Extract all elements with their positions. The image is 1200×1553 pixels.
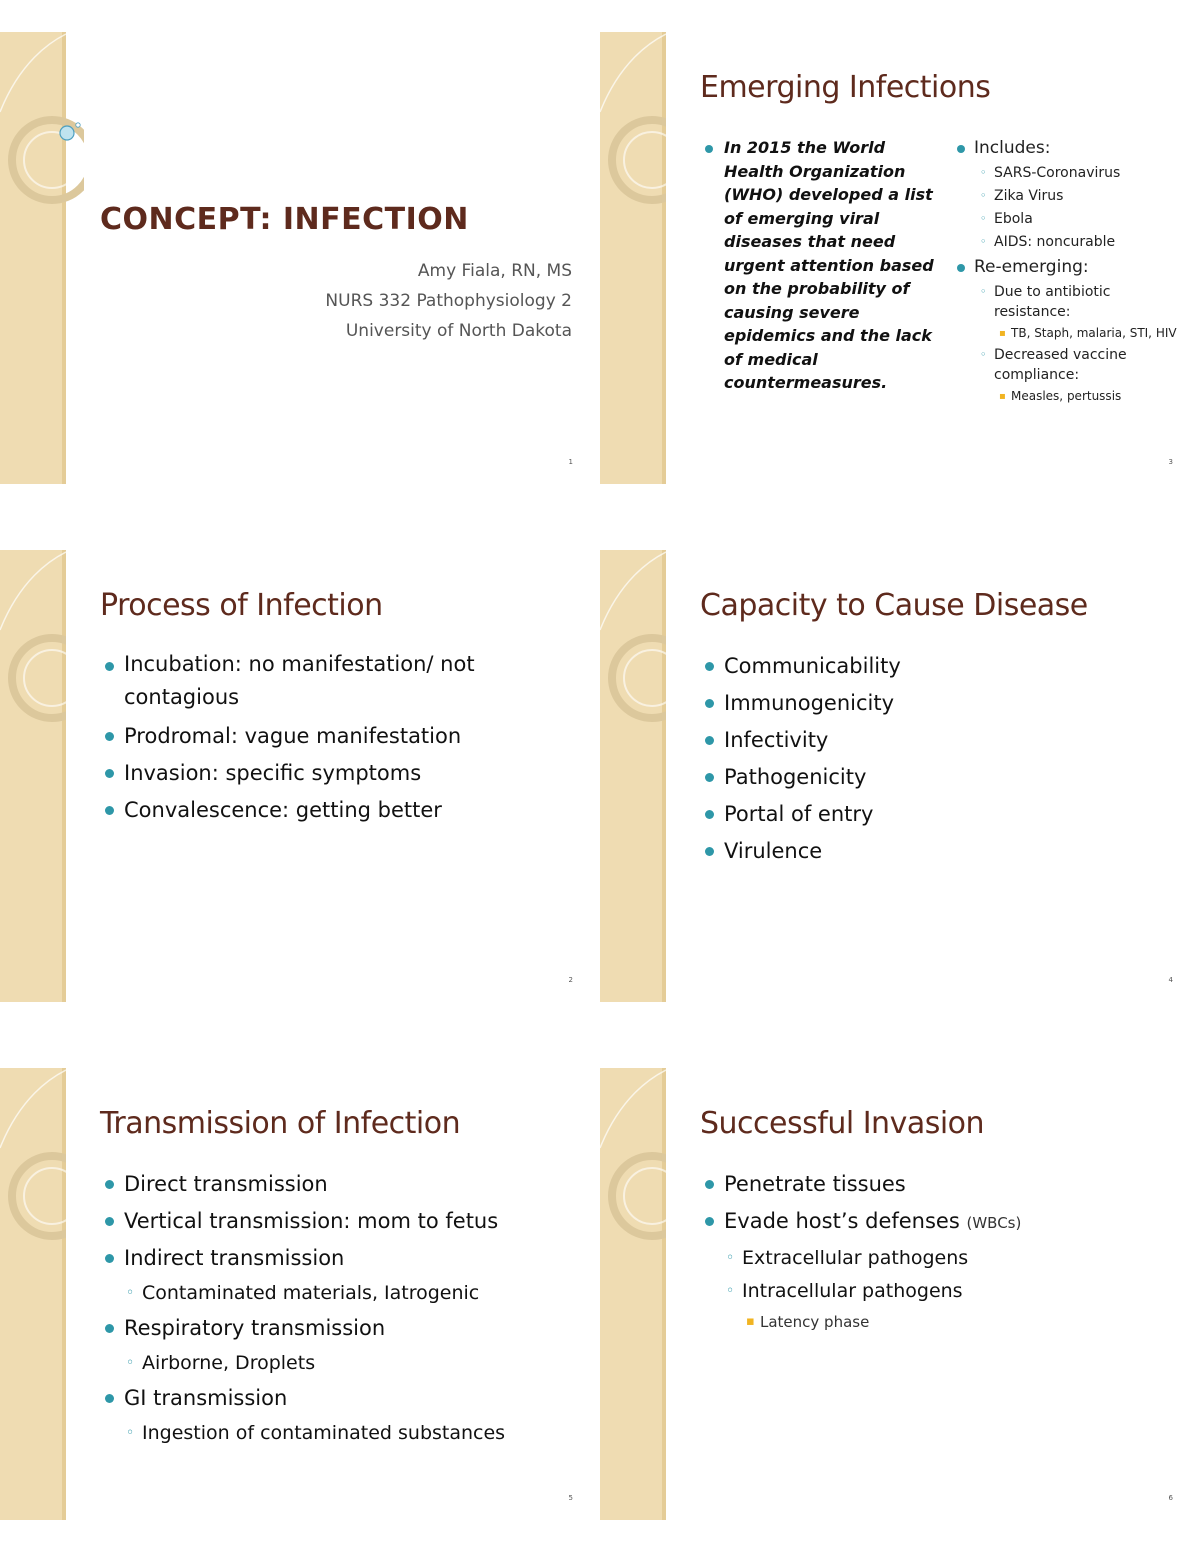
list-item: Pathogenicity bbox=[704, 759, 1174, 796]
slide-1 bbox=[0, 32, 580, 484]
antibiotic-examples: ▪ TB, Staph, malaria, STI, HIV bbox=[956, 325, 1180, 342]
slide-number: 6 bbox=[1168, 1494, 1173, 1502]
slide-number: 5 bbox=[568, 1494, 573, 1502]
sub-list-item: ◦ Ingestion of contaminated substances bbox=[104, 1417, 574, 1450]
list-item: Virulence bbox=[704, 833, 1174, 870]
bullet-list bbox=[104, 1166, 574, 1450]
list-item: Immunogenicity bbox=[704, 685, 1174, 722]
who-statement: In 2015 the World Health Organization (WHO) developed a list of emerging viral diseases that need urgent attention based on the probability of causing severe epidemics and the lack of medical countermeasures. bbox=[704, 136, 934, 395]
slide-number: 1 bbox=[568, 458, 573, 466]
list-item: Vertical transmission: mom to fetus bbox=[104, 1203, 574, 1240]
sub-sub-list-item: ▪ Latency phase bbox=[704, 1308, 1174, 1336]
antibiotic-resistance-item: ◦ Due to antibiotic resistance: bbox=[956, 282, 1180, 322]
list-item: Respiratory transmission bbox=[104, 1310, 574, 1347]
list-item: Indirect transmission bbox=[104, 1240, 574, 1277]
swirl-decoration bbox=[600, 32, 666, 484]
decorative-strip bbox=[600, 32, 666, 484]
decorative-strip bbox=[0, 1068, 66, 1520]
presentation-title: CONCEPT: INFECTION bbox=[100, 202, 469, 237]
presentation-subtitle bbox=[325, 256, 572, 346]
slide-number: 4 bbox=[1168, 976, 1173, 984]
slide-title: Process of Infection bbox=[100, 588, 383, 623]
right-column bbox=[956, 136, 1180, 408]
list-item: GI transmission bbox=[104, 1380, 574, 1417]
vaccine-compliance-item: ◦ Decreased vaccine compliance: bbox=[956, 345, 1180, 385]
list-item: Prodromal: vague manifestation bbox=[104, 718, 574, 755]
include-item: ◦ Zika Virus bbox=[956, 186, 1180, 206]
bullet-list bbox=[104, 648, 574, 829]
includes-label: Includes: bbox=[956, 136, 1180, 161]
sub-list-item: ◦ Extracellular pathogens bbox=[704, 1242, 1174, 1275]
slide-capacity-to-cause-disease bbox=[600, 550, 1180, 1002]
slide-emerging-infections bbox=[600, 32, 1180, 484]
sub-list-item: ◦ Intracellular pathogens bbox=[704, 1275, 1174, 1308]
swirl-decoration bbox=[0, 32, 84, 484]
list-item: Infectivity bbox=[704, 722, 1174, 759]
evade-text: Evade host’s defenses bbox=[724, 1209, 960, 1233]
list-item: Penetrate tissues bbox=[704, 1166, 1174, 1203]
include-item: ◦ AIDS: noncurable bbox=[956, 232, 1180, 252]
orb-icon bbox=[60, 126, 74, 140]
author-name: Amy Fiala, RN, MS bbox=[417, 261, 572, 281]
list-item: Portal of entry bbox=[704, 796, 1174, 833]
sub-list-item: ◦ Contaminated materials, Iatrogenic bbox=[104, 1277, 574, 1310]
course-name: NURS 332 Pathophysiology 2 bbox=[325, 291, 572, 311]
sub-list-item: ◦ Airborne, Droplets bbox=[104, 1347, 574, 1380]
vaccine-examples: ▪ Measles, pertussis bbox=[956, 388, 1180, 405]
slide-number: 2 bbox=[568, 976, 573, 984]
slide-title: Successful Invasion bbox=[700, 1106, 985, 1141]
swirl-decoration bbox=[0, 1068, 66, 1520]
slide-title: Capacity to Cause Disease bbox=[700, 588, 1088, 623]
decorative-strip bbox=[600, 550, 666, 1002]
slide-title: Emerging Infections bbox=[700, 70, 991, 105]
include-item: ◦ Ebola bbox=[956, 209, 1180, 229]
decorative-strip bbox=[0, 32, 66, 484]
list-item: Invasion: specific symptoms bbox=[104, 755, 574, 792]
reemerging-label: Re-emerging: bbox=[956, 255, 1180, 280]
slide-title: Transmission of Infection bbox=[100, 1106, 461, 1141]
bullet-list bbox=[704, 1166, 1174, 1336]
slide-successful-invasion bbox=[600, 1068, 1180, 1520]
include-item: ◦ SARS-Coronavirus bbox=[956, 163, 1180, 183]
list-item: Incubation: no manifestation/ not contagious bbox=[104, 648, 574, 718]
school-name: University of North Dakota bbox=[345, 321, 572, 341]
slide-transmission-of-infection bbox=[0, 1068, 580, 1520]
swirl-decoration bbox=[600, 1068, 666, 1520]
decorative-strip bbox=[0, 550, 66, 1002]
evade-note: (WBCs) bbox=[966, 1214, 1022, 1232]
list-item: Communicability bbox=[704, 648, 1174, 685]
swirl-decoration bbox=[0, 550, 66, 1002]
bullet-list bbox=[704, 648, 1174, 870]
decorative-strip bbox=[600, 1068, 666, 1520]
slide-process-of-infection bbox=[0, 550, 580, 1002]
list-item: Convalescence: getting better bbox=[104, 792, 574, 829]
slide-number: 3 bbox=[1168, 458, 1173, 466]
list-item: Direct transmission bbox=[104, 1166, 574, 1203]
list-item-evade bbox=[704, 1203, 1174, 1242]
swirl-decoration bbox=[600, 550, 666, 1002]
left-column bbox=[704, 136, 934, 395]
